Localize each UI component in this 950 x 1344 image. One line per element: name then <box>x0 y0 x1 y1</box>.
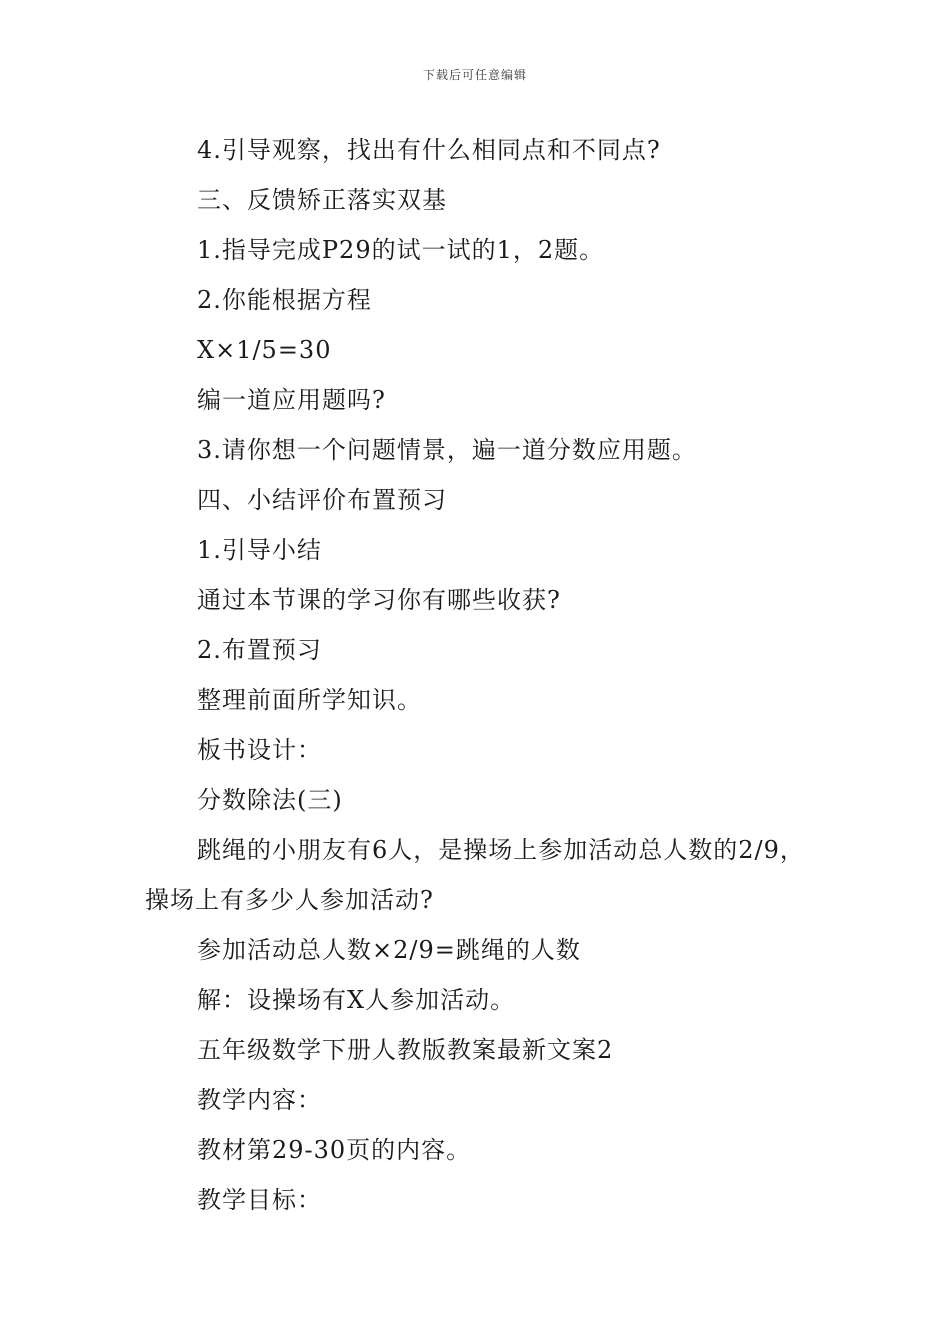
text-line: 3.请你想一个问题情景，遍一道分数应用题。 <box>197 436 697 464</box>
equation-line: X×1/5=30 <box>197 336 332 364</box>
text-line: 2.你能根据方程 <box>197 286 372 314</box>
text-line: 通过本节课的学习你有哪些收获? <box>197 586 561 614</box>
section-heading: 四、小结评价布置预习 <box>197 486 447 514</box>
board-title: 分数除法(三) <box>197 786 343 814</box>
section-heading: 三、反馈矫正落实双基 <box>197 186 447 214</box>
text-line: 整理前面所学知识。 <box>197 686 422 714</box>
text-line: 2.布置预习 <box>197 636 322 664</box>
text-line: 板书设计： <box>197 736 322 764</box>
text-line: 1.指导完成P29的试一试的1，2题。 <box>197 236 605 264</box>
text-line: 4.引导观察，找出有什么相同点和不同点? <box>197 136 661 164</box>
word-problem-paragraph: 跳绳的小朋友有6人，是操场上参加活动总人数的2/9，操场上有多少人参加活动? <box>145 836 805 914</box>
page-header-note: 下载后可任意编辑 <box>422 68 527 82</box>
text-line: 参加活动总人数×2/9=跳绳的人数 <box>197 936 581 964</box>
text-line: 教学目标： <box>197 1186 322 1214</box>
text-line: 解：设操场有X人参加活动。 <box>197 986 516 1014</box>
text-line: 教材第29-30页的内容。 <box>197 1136 472 1164</box>
document-body <box>145 125 810 1225</box>
text-line: 编一道应用题吗? <box>197 386 386 414</box>
text-line: 1.引导小结 <box>197 536 322 564</box>
text-line: 教学内容： <box>197 1086 322 1114</box>
document-title: 五年级数学下册人教版教案最新文案2 <box>197 1036 614 1064</box>
